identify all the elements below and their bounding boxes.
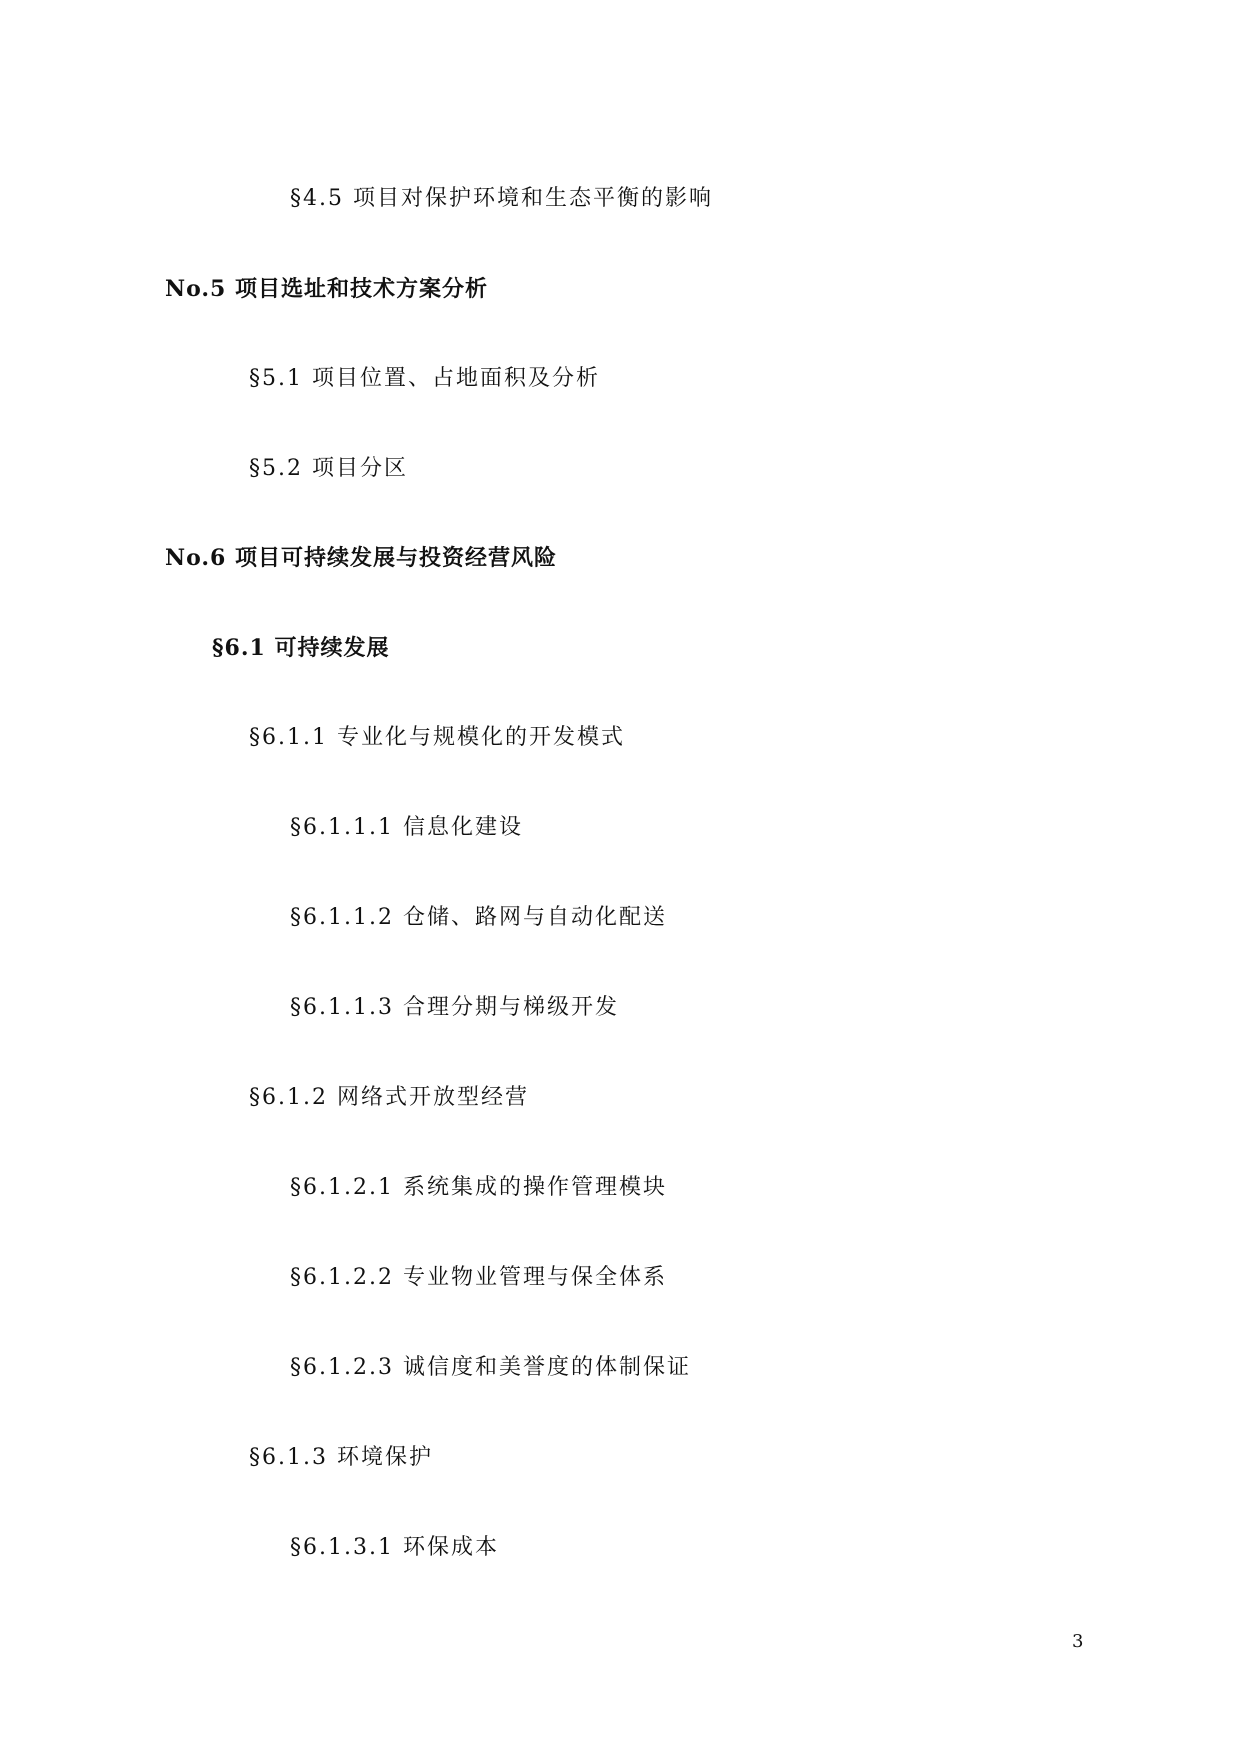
toc-entry-5-1: §5.1 项目位置、占地面积及分析: [249, 366, 600, 391]
toc-entry-6-1-3: §6.1.3 环境保护: [249, 1445, 433, 1470]
toc-chapter-6: No.6 项目可持续发展与投资经营风险: [165, 545, 558, 571]
toc-entry-6-1-2-1: §6.1.2.1 系统集成的操作管理模块: [290, 1175, 667, 1200]
toc-entry-6-1-1-2: §6.1.1.2 仓储、路网与自动化配送: [290, 905, 667, 930]
toc-entry-6-1-2-3: §6.1.2.3 诚信度和美誉度的体制保证: [290, 1355, 691, 1380]
toc-entry-6-1: §6.1 可持续发展: [212, 635, 390, 661]
toc-entry-6-1-2: §6.1.2 网络式开放型经营: [249, 1085, 529, 1110]
toc-entry-6-1-3-1: §6.1.3.1 环保成本: [290, 1535, 499, 1560]
toc-entry-5-2: §5.2 项目分区: [249, 456, 408, 481]
toc-entry-6-1-1-3: §6.1.1.3 合理分期与梯级开发: [290, 995, 619, 1020]
toc-chapter-5: No.5 项目选址和技术方案分析: [165, 276, 489, 302]
toc-entry-4-5: §4.5 项目对保护环境和生态平衡的影响: [290, 186, 713, 211]
toc-entry-6-1-1-1: §6.1.1.1 信息化建设: [290, 815, 523, 840]
page-number: 3: [1072, 1631, 1084, 1652]
toc-entry-6-1-2-2: §6.1.2.2 专业物业管理与保全体系: [290, 1265, 667, 1290]
toc-entry-6-1-1: §6.1.1 专业化与规模化的开发模式: [249, 725, 625, 750]
